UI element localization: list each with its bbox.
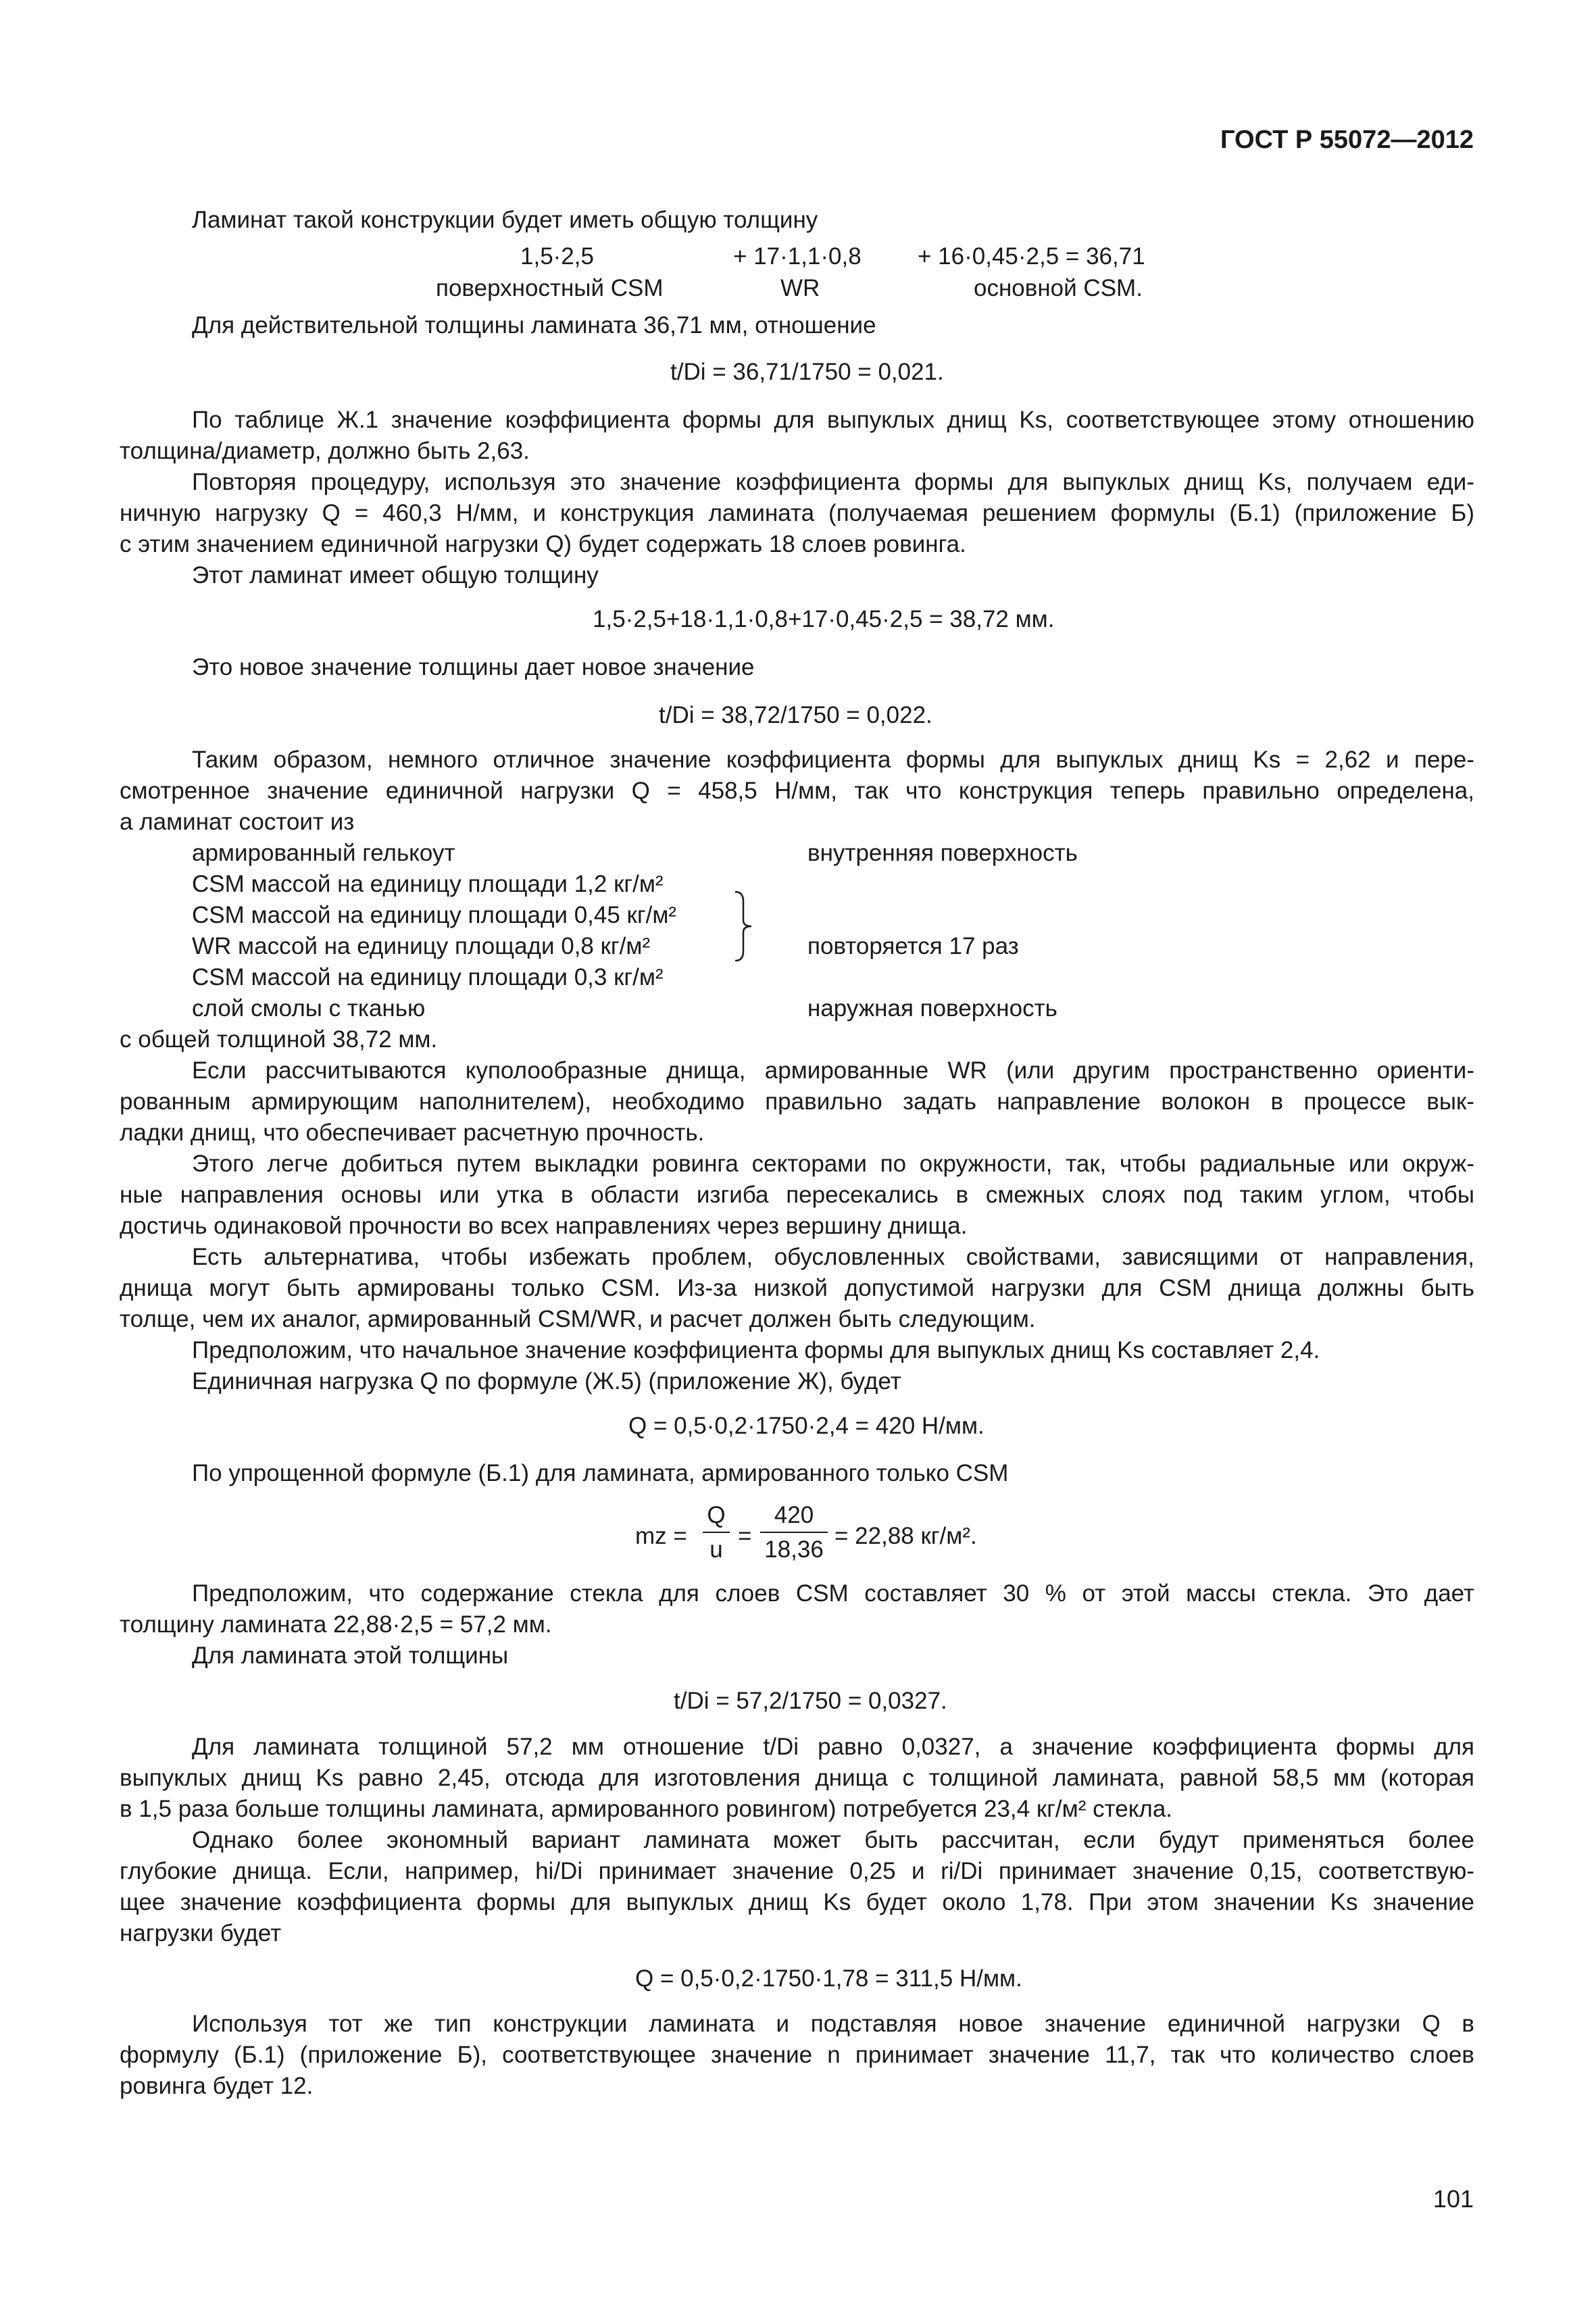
paragraph-line: ничную нагрузку Q = 460,3 Н/мм, и конструкция ламината (получаемая решением формулы (Б.1) (приложение Б) [120, 500, 1474, 526]
layer-name: армированный гелькоут [192, 840, 455, 866]
fraction-denominator: 18,36 [764, 1536, 824, 1563]
paragraph-line: Есть альтернатива, чтобы избежать проблем, обусловленных свойствами, зависящими от направления, [192, 1244, 1474, 1270]
paragraph-line: Если рассчитываются куполообразные днища, армированные WR (или другим пространственно ориенти- [192, 1057, 1474, 1084]
paragraph-line: Это новое значение толщины дает новое значение [192, 654, 755, 680]
layer-note: внутренняя поверхность [807, 840, 1078, 866]
fraction-bar [760, 1532, 828, 1533]
paragraph-line: толщину ламината 22,88·2,5 = 57,2 мм. [120, 1611, 552, 1638]
mz-lhs: mz = [635, 1523, 687, 1549]
mz-rhs: = 22,88 кг/м². [834, 1523, 977, 1549]
layer-name: CSM массой на единицу площади 0,3 кг/м² [192, 964, 664, 990]
thickness-label-wr: WR [780, 275, 820, 301]
standard-header: ГОСТ Р 55072—2012 [1220, 126, 1474, 154]
paragraph-line: смотренное значение единичной нагрузки Q = 458,5 Н/мм, так что конструкция теперь правильно определена, [120, 778, 1474, 804]
paragraph-line: рованным армирующим наполнителем), необходимо правильно задать направление волокон в процессе вык- [120, 1088, 1474, 1115]
paragraph-line: ладки днищ, что обеспечивает расчетную прочность. [120, 1120, 705, 1146]
paragraph-line: формулу (Б.1) (приложение Б), соответствующее значение n принимает значение 11,7, так что количество слоев [120, 2042, 1474, 2068]
paragraph-line: выпуклых днищ Ks равно 2,45, отсюда для изготовления днища с толщиной ламината, равной 58,5 мм (которая [120, 1765, 1474, 1791]
paragraph-line: а ламинат состоит из [120, 809, 355, 835]
paragraph-line: толще, чем их аналог, армированный CSM/WR, и расчет должен быть следующим. [120, 1306, 1036, 1332]
fraction-numerator: Q [707, 1502, 726, 1528]
paragraph-line: ровинга будет 12. [120, 2073, 314, 2099]
paragraph-line: щее значение коэффициента формы для выпуклых днищ Ks будет около 1,78. При этом значении Ks значение [120, 1889, 1474, 1915]
load-formula: Q = 0,5·0,2·1750·2,4 = 420 Н/мм. [628, 1413, 984, 1439]
paragraph-line: Для ламината толщиной 57,2 мм отношение t/Di равно 0,0327, а значение коэффициента формы для [192, 1734, 1474, 1760]
paragraph-line: Таким образом, немного отличное значение коэффициента формы для выпуклых днищ Ks = 2,62 и пере- [192, 747, 1474, 773]
paragraph-line: глубокие днища. Если, например, hi/Di принимает значение 0,25 и ri/Di принимает значение 0,15, соответствую- [120, 1858, 1474, 1884]
paragraph-line: с общей толщиной 38,72 мм. [120, 1026, 438, 1053]
paragraph-line: Этот ламинат имеет общую толщину [192, 562, 599, 588]
fraction-bar [703, 1532, 730, 1533]
layer-note: наружная поверхность [807, 995, 1057, 1022]
paragraph-line: Используя тот же тип конструкции ламината и подставляя новое значение единичной нагрузки Q в [192, 2011, 1474, 2037]
layer-name: CSM массой на единицу площади 0,45 кг/м² [192, 902, 677, 928]
load-formula: Q = 0,5·0,2·1750·1,78 = 311,5 Н/мм. [635, 1965, 1022, 1992]
fraction-numerator: 420 [774, 1502, 814, 1528]
paragraph-line: Повторяя процедуру, используя это значение коэффициента формы для выпуклых днищ Ks, получаем еди- [192, 469, 1474, 495]
layer-name: WR массой на единицу площади 0,8 кг/м² [192, 933, 651, 959]
paragraph-line: Для действительной толщины ламината 36,71 мм, отношение [192, 312, 876, 338]
paragraph-line: По упрощенной формуле (Б.1) для ламината, армированного только CSM [192, 1460, 1009, 1486]
thickness-term-surface: 1,5·2,5 [520, 243, 594, 270]
paragraph-line: Ламинат такой конструкции будет иметь общую толщину [192, 207, 818, 233]
paragraph-line: По таблице Ж.1 значение коэффициента формы для выпуклых днищ Ks, соответствующее этому отношению [192, 407, 1474, 433]
paragraph-line: Единичная нагрузка Q по формуле (Ж.5) (приложение Ж), будет [192, 1368, 901, 1394]
equals-sign: = [738, 1523, 752, 1549]
repeat-brace [731, 889, 758, 963]
paragraph-line: толщина/диаметр, должно быть 2,63. [120, 438, 530, 464]
thickness-term-wr: + 17·1,1·0,8 [733, 243, 862, 270]
thickness-label-main: основной CSM. [974, 275, 1143, 301]
paragraph-line: Этого легче добиться путем выкладки ровинга секторами по окружности, так, чтобы радиальные или окруж- [192, 1151, 1474, 1177]
paragraph-line: нагрузки будет [120, 1920, 282, 1946]
layer-name: CSM массой на единицу площади 1,2 кг/м² [192, 871, 664, 897]
paragraph-line: Предположим, что начальное значение коэффициента формы для выпуклых днищ Ks составляет 2,4. [192, 1337, 1320, 1363]
layer-name: слой смолы с тканью [192, 995, 426, 1022]
ratio-formula: t/Di = 38,72/1750 = 0,022. [659, 702, 932, 728]
thickness-term-main: + 16·0,45·2,5 = 36,71 [918, 243, 1145, 270]
paragraph-line: ные направления основы или утка в области изгиба пересекались в смежных слоях под таким углом, чтобы [120, 1182, 1474, 1208]
paragraph-line: днища могут быть армированы только CSM. Из-за низкой допустимой нагрузки для CSM днища должны быть [120, 1275, 1474, 1301]
paragraph-line: достичь одинаковой прочности во всех направлениях через вершину днища. [120, 1213, 968, 1239]
layer-note: повторяется 17 раз [807, 933, 1019, 959]
page-number: 101 [1432, 2185, 1474, 2213]
ratio-formula: t/Di = 36,71/1750 = 0,021. [670, 359, 944, 385]
ratio-formula: t/Di = 57,2/1750 = 0,0327. [674, 1688, 947, 1714]
paragraph-line: Для ламината этой толщины [192, 1642, 509, 1669]
thickness-label-surface: поверхностный CSM [436, 275, 664, 301]
paragraph-line: Однако более экономный вариант ламината может быть рассчитан, если будут применяться более [192, 1827, 1474, 1853]
thickness-formula: 1,5·2,5+18·1,1·0,8+17·0,45·2,5 = 38,72 мм. [593, 606, 1055, 632]
fraction-denominator: u [709, 1536, 723, 1563]
paragraph-line: с этим значением единичной нагрузки Q) будет содержать 18 слоев ровинга. [120, 531, 966, 557]
paragraph-line: Предположим, что содержание стекла для слоев CSM составляет 30 % от этой массы стекла. Это дает [192, 1580, 1474, 1607]
paragraph-line: в 1,5 раза больше толщины ламината, армированного ровингом) потребуется 23,4 кг/м² стекла. [120, 1796, 1173, 1822]
